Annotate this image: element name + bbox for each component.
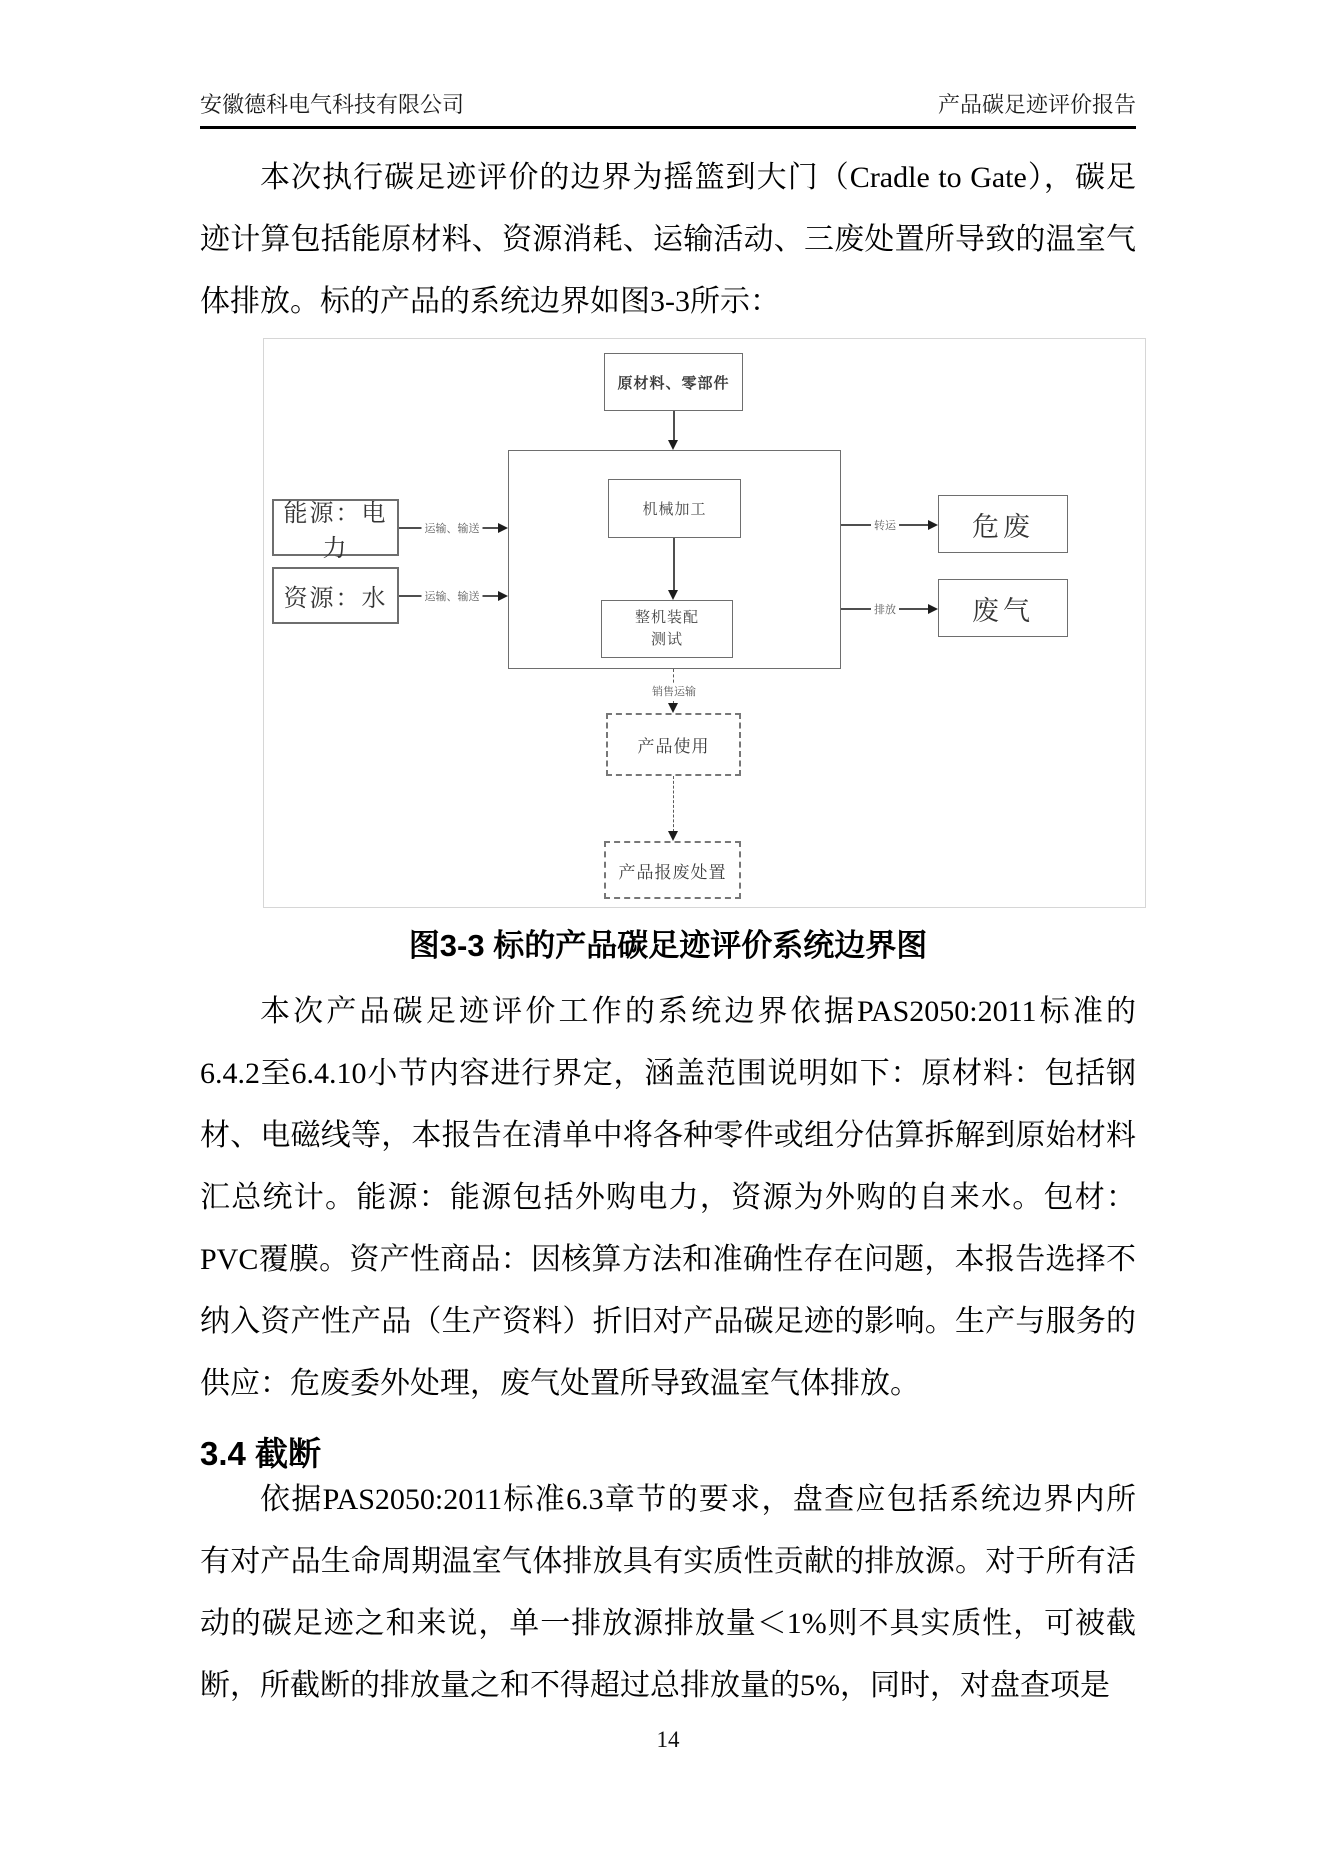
flow-line: [673, 411, 675, 441]
node-energy-electricity: [272, 499, 399, 562]
edge-label-emission: 排放: [871, 601, 899, 617]
figure-caption: 图3-3 标的产品碳足迹评价系统边界图: [408, 928, 928, 963]
edge-label-transport: 运输、输送: [422, 588, 483, 604]
page-number: 14: [656, 1727, 680, 1752]
paragraph-line: 依据PAS2050:2011标准6.3章节的要求，盘查应包括系统边界内所: [260, 1483, 1136, 1516]
arrow-right-icon: [928, 604, 938, 614]
edge-label-transport: 运输、输送: [422, 520, 483, 536]
node-label: 整机装配: [634, 609, 699, 627]
paragraph-line: 材、电磁线等，本报告在清单中将各种零件或组分估算拆解到原始材料: [200, 1119, 1136, 1152]
arrow-down-icon: [668, 440, 678, 450]
node-product-use: [606, 713, 741, 776]
system-boundary-diagram: [263, 338, 1146, 908]
arrow-down-icon: [668, 703, 678, 713]
node-label: 产品使用: [637, 737, 710, 756]
node-machining: [608, 479, 741, 538]
arrow-down-icon: [668, 831, 678, 841]
node-raw-materials: [604, 353, 743, 411]
paragraph-line: 汇总统计。能源：能源包括外购电力，资源为外购的自来水。包材：: [200, 1181, 1136, 1214]
paragraph-line: 供应：危废委外处理，废气处置所导致温室气体排放。: [200, 1367, 920, 1400]
paragraph-line: 体排放。标的产品的系统边界如图3-3所示：: [200, 285, 780, 318]
page-header: [200, 88, 1136, 119]
node-label: 机械加工: [642, 501, 707, 518]
arrow-right-icon: [928, 520, 938, 530]
node-label: 资源：水: [283, 585, 388, 612]
header-company: 安徽德科电气科技有限公司: [200, 92, 465, 117]
header-rule: [200, 126, 1136, 129]
paragraph-line: 断，所截断的排放量之和不得超过总排放量的5%，同时，对盘查项是: [200, 1669, 1110, 1702]
node-resource-water: [272, 567, 399, 624]
paragraph-2: [200, 981, 1136, 1415]
edge-label-sales-transport: 销售运输: [649, 683, 699, 699]
node-label: 废气: [972, 595, 1034, 626]
node-product-disposal: [604, 841, 741, 899]
paragraph-line: PVC覆膜。资产性商品：因核算方法和准确性存在问题，本报告选择不: [200, 1243, 1136, 1276]
arrow-right-icon: [498, 591, 508, 601]
paragraph-line: 有对产品生命周期温室气体排放具有实质性贡献的排放源。对于所有活: [200, 1545, 1136, 1578]
paragraph-line: 纳入资产性产品（生产资料）折旧对产品碳足迹的影响。生产与服务的: [200, 1305, 1136, 1338]
paragraph-line: 动的碳足迹之和来说，单一排放源排放量＜1%则不具实质性，可被截: [200, 1607, 1136, 1640]
flow-line-dashed: [673, 776, 674, 832]
node-waste-gas: [938, 579, 1068, 637]
node-hazardous-waste: [938, 495, 1068, 553]
paragraph-line: 本次产品碳足迹评价工作的系统边界依据PAS2050:2011标准的: [260, 995, 1136, 1028]
node-assembly-test: [601, 600, 733, 658]
paragraph-line: 6.4.2至6.4.10小节内容进行界定，涵盖范围说明如下：原材料：包括钢: [200, 1057, 1136, 1090]
flow-line: [673, 538, 675, 590]
node-label: 能源：电力: [283, 499, 388, 562]
node-label: 产品报废处置: [618, 862, 727, 882]
paragraph-3: [200, 1469, 1136, 1717]
edge-label-transfer: 转运: [871, 517, 899, 533]
node-label: 原材料、零部件: [617, 374, 730, 392]
header-report-title: 产品碳足迹评价报告: [937, 92, 1136, 117]
paragraph-line: 迹计算包括能原材料、资源消耗、运输活动、三废处置所导致的温室气: [200, 223, 1136, 256]
paragraph-1: [200, 147, 1136, 333]
node-label: 危废: [972, 511, 1034, 542]
arrow-down-icon: [668, 590, 678, 600]
paragraph-line: 本次执行碳足迹评价的边界为摇篮到大门（Cradle to Gate），碳足: [260, 161, 1136, 194]
section-heading: 3.4 截断: [200, 1435, 322, 1472]
node-label: 测试: [650, 631, 683, 648]
arrow-right-icon: [498, 523, 508, 533]
